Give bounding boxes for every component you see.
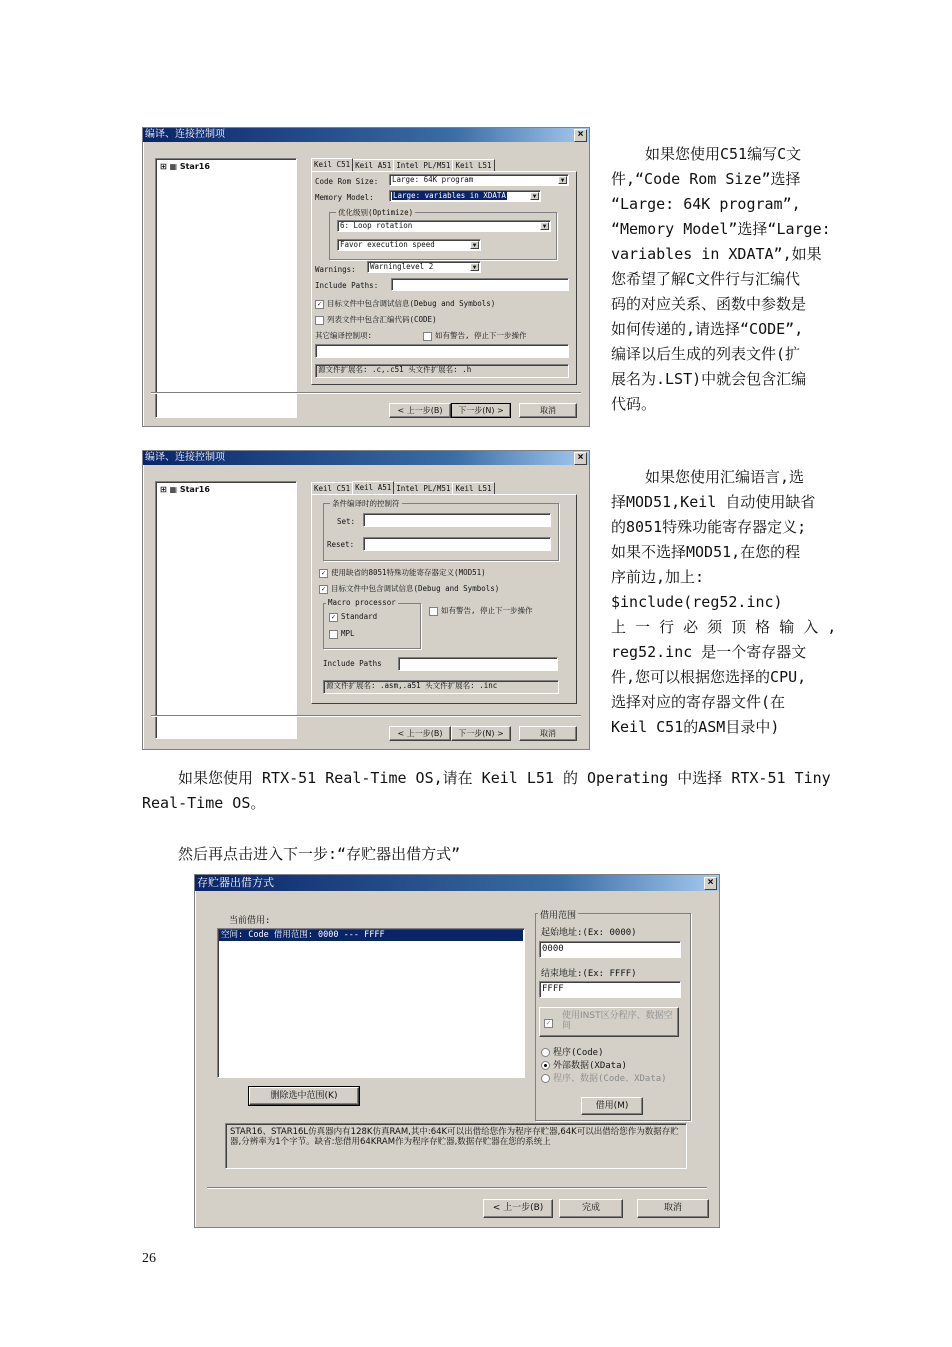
next-button[interactable]: 下一步(N) > bbox=[451, 726, 511, 741]
tab-keil-a51[interactable]: Keil A51 bbox=[352, 159, 394, 172]
text-line: 如果您使用汇编语言,选 bbox=[645, 468, 805, 486]
info-box: STAR16、STAR16L仿真器内有128K仿真RAM,其中:64K可以出借给您作为程序存贮器,64K可以出借给您作为数据存贮器,分辨率为1个字节。缺省:您借用64KRAM作为程序存贮器,数据存贮器在您的系统上 bbox=[225, 1123, 687, 1169]
tab-intel-plm51[interactable]: Intel PL/M51 bbox=[393, 482, 453, 495]
cancel-button[interactable]: 取消 bbox=[637, 1199, 709, 1218]
tab-keil-c51[interactable]: Keil C51 bbox=[311, 158, 353, 172]
checkbox-checked-icon: ✓ bbox=[329, 613, 338, 622]
text-line: 上 一 行 必 须 顶 格 输 入 , bbox=[611, 618, 837, 636]
text-line: 如果不选择MOD51,在您的程 bbox=[611, 543, 801, 561]
text-line: 件,您可以根据您选择的CPU, bbox=[611, 668, 807, 686]
checkbox-checked-icon: ✓ bbox=[315, 300, 324, 309]
text-line: 展名为.LST)中就会包含汇编 bbox=[611, 370, 807, 388]
radio-icon bbox=[541, 1074, 550, 1083]
include-paths-label: Include Paths: bbox=[315, 281, 379, 290]
reset-label: Reset: bbox=[327, 540, 355, 549]
optimize-select[interactable]: 6: Loop rotation ▼ bbox=[337, 220, 551, 232]
mod51-checkbox[interactable]: ✓ 使用缺省的8051特殊功能寄存器定义(MOD51) bbox=[319, 567, 486, 578]
warn-stop-checkbox[interactable]: 如有警告, 停止下一步操作 bbox=[429, 605, 533, 616]
divider bbox=[207, 1187, 707, 1189]
checkbox-icon bbox=[429, 607, 438, 616]
text-line: 编译以后生成的列表文件(扩 bbox=[611, 345, 801, 363]
dialog-title: 编译、连接控制项 bbox=[145, 452, 225, 463]
tree-item-star16[interactable]: ⊞ ▦ Star16 bbox=[160, 485, 210, 494]
checkbox-icon bbox=[315, 316, 324, 325]
borrow-button[interactable]: 借用(M) bbox=[581, 1097, 643, 1115]
include-paths-input[interactable] bbox=[391, 278, 569, 291]
debug-checkbox[interactable]: ✓ 目标文件中包含调试信息(Debug and Symbols) bbox=[319, 583, 499, 594]
tree-item-star16[interactable]: ⊞ ▦ Star16 bbox=[160, 162, 210, 171]
text-line: reg52.inc 是一个寄存器文 bbox=[611, 643, 807, 661]
memory-model-label: Memory Model: bbox=[315, 193, 374, 202]
reset-input[interactable] bbox=[363, 537, 551, 551]
text-line: 选择对应的寄存器文件(在 bbox=[611, 693, 786, 711]
text-line: $include(reg52.inc) bbox=[611, 593, 783, 611]
text-block-c51 bbox=[611, 142, 837, 417]
warnings-select[interactable]: Warninglevel 2 ▼ bbox=[367, 261, 481, 273]
set-input[interactable] bbox=[363, 513, 551, 527]
project-tree[interactable] bbox=[155, 158, 297, 418]
radio-selected-icon bbox=[541, 1061, 550, 1070]
tab-keil-a51[interactable]: Keil A51 bbox=[352, 481, 394, 495]
extension-info: 源文件扩展名: .c,.c51 头文件扩展名: .h bbox=[315, 364, 569, 378]
dialog-title: 编译、连接控制项 bbox=[145, 129, 225, 140]
end-address-label: 结束地址:(Ex: FFFF) bbox=[541, 969, 637, 979]
text-line: variables in XDATA”,如果 bbox=[611, 245, 822, 263]
start-address-input[interactable]: 0000 bbox=[539, 941, 681, 958]
close-button[interactable]: × bbox=[704, 877, 717, 890]
close-button[interactable]: × bbox=[574, 129, 587, 142]
mpl-checkbox[interactable]: MPL bbox=[329, 629, 355, 639]
text-line: Keil C51的ASM目录中) bbox=[611, 718, 780, 736]
macro-group bbox=[323, 598, 421, 649]
range-group-label: 借用范围 bbox=[538, 908, 578, 921]
include-paths-input[interactable] bbox=[398, 657, 558, 671]
text-line: 如何传递的,请选择“CODE”, bbox=[611, 320, 804, 338]
set-label: Set: bbox=[337, 517, 356, 526]
conditional-group bbox=[323, 499, 559, 561]
tab-intel-plm51[interactable]: Intel PL/M51 bbox=[393, 159, 453, 172]
text-line: 代码。 bbox=[611, 395, 657, 413]
radio-code[interactable]: 程序(Code) bbox=[541, 1045, 604, 1058]
radio-xdata[interactable]: 外部数据(XData) bbox=[541, 1058, 627, 1071]
text-block-a51 bbox=[611, 465, 837, 740]
chevron-down-icon: ▼ bbox=[470, 263, 479, 271]
include-paths-label: Include Paths bbox=[323, 659, 382, 668]
other-controls-label: 其它编译控制项: bbox=[315, 331, 373, 340]
text-line: 如果您使用C51编写C文 bbox=[645, 145, 802, 163]
dialog-title: 存贮器出借方式 bbox=[197, 877, 274, 889]
code-rom-select[interactable]: Large: 64K program ▼ bbox=[389, 174, 569, 186]
dialog-title-bar bbox=[143, 128, 589, 142]
text-line: 码的对应关系、函数中参数是 bbox=[611, 295, 807, 313]
macro-group-label: Macro processor bbox=[328, 598, 396, 607]
conditional-group-label: 条件编译时的控制符 bbox=[332, 499, 400, 508]
rtx-paragraph bbox=[142, 766, 842, 816]
checkbox-checked-icon: ✓ bbox=[319, 569, 328, 578]
cancel-button[interactable]: 取消 bbox=[519, 403, 577, 418]
current-borrow-label: 当前借用: bbox=[229, 916, 271, 926]
back-button[interactable]: < 上一步(B) bbox=[389, 726, 451, 741]
tab-keil-l51[interactable]: Keil L51 bbox=[452, 159, 494, 172]
next-button[interactable]: 下一步(N) > bbox=[451, 403, 511, 418]
checkbox-checked-icon: ✓ bbox=[545, 1019, 552, 1027]
list-item[interactable]: 空间: Code 借用范围: 0000 --- FFFF bbox=[219, 930, 523, 941]
checkbox-icon bbox=[329, 630, 338, 639]
checkbox-icon bbox=[423, 332, 432, 341]
chevron-down-icon: ▼ bbox=[558, 176, 567, 184]
text-line: 如果您使用 RTX-51 Real-Time OS,请在 Keil L51 的 Operating 中选择 RTX-51 Tiny bbox=[178, 769, 831, 787]
finish-button[interactable]: 完成 bbox=[559, 1199, 623, 1218]
warn-stop-checkbox[interactable]: 如有警告, 停止下一步操作 bbox=[423, 330, 527, 341]
next-step-paragraph bbox=[178, 842, 838, 867]
end-address-input[interactable]: FFFF bbox=[539, 981, 681, 998]
borrow-list[interactable] bbox=[217, 928, 525, 1078]
radio-code-xdata[interactable]: 程序、数据(Code、XData) bbox=[541, 1071, 667, 1084]
extension-info: 源文件扩展名: .asm,.a51 头文件扩展名: .inc bbox=[323, 680, 559, 694]
divider bbox=[151, 392, 581, 394]
chevron-down-icon: ▼ bbox=[530, 192, 539, 200]
dialog-memory-borrow bbox=[194, 874, 720, 1228]
radio-icon bbox=[541, 1048, 550, 1057]
tab-keil-l51[interactable]: Keil L51 bbox=[452, 482, 494, 495]
code-rom-label: Code Rom Size: bbox=[315, 177, 379, 186]
other-controls-input[interactable] bbox=[315, 344, 569, 358]
text-line: 择MOD51,Keil 自动使用缺省 bbox=[611, 493, 816, 511]
text-line: 您希望了解C文件行与汇编代 bbox=[611, 270, 801, 288]
back-button[interactable]: < 上一步(B) bbox=[483, 1199, 553, 1218]
page-number: 26 bbox=[142, 1251, 156, 1266]
delete-range-button[interactable]: 删除选中范围(K) bbox=[249, 1087, 359, 1105]
text-line: 然后再点击进入下一步:“存贮器出借方式” bbox=[178, 845, 461, 863]
dialog-compile-c51 bbox=[142, 127, 590, 427]
listing-code-checkbox[interactable]: 列表文件中包含汇编代码(CODE) bbox=[315, 314, 437, 325]
text-line: 序前边,加上: bbox=[611, 568, 705, 586]
text-line: “Large: 64K program”, bbox=[611, 195, 801, 213]
cancel-button[interactable]: 取消 bbox=[519, 726, 577, 741]
project-tree[interactable] bbox=[155, 481, 297, 739]
back-button[interactable]: < 上一步(B) bbox=[389, 403, 451, 418]
text-line: 件,“Code Rom Size”选择 bbox=[611, 170, 801, 188]
start-address-label: 起始地址:(Ex: 0000) bbox=[541, 928, 637, 938]
chevron-down-icon: ▼ bbox=[470, 241, 479, 249]
checkbox-checked-icon: ✓ bbox=[319, 585, 328, 594]
close-button[interactable]: × bbox=[574, 452, 587, 465]
dialog-title-bar bbox=[195, 875, 719, 891]
divider bbox=[151, 715, 581, 717]
text-line: 的8051特殊功能寄存器定义; bbox=[611, 518, 807, 536]
optimize-group-label: 优化级别(Optimize) bbox=[338, 208, 414, 217]
text-line: Real-Time OS。 bbox=[142, 794, 266, 812]
warnings-label: Warnings: bbox=[315, 265, 356, 274]
memory-model-select[interactable]: Large: variables in XDATA ▼ bbox=[389, 190, 541, 202]
favor-select[interactable]: Favor execution speed ▼ bbox=[337, 239, 481, 251]
tab-keil-c51[interactable]: Keil C51 bbox=[311, 482, 353, 495]
dialog-title-bar bbox=[143, 451, 589, 465]
text-line: “Memory Model”选择“Large: bbox=[611, 220, 831, 238]
debug-checkbox[interactable]: ✓ 目标文件中包含调试信息(Debug and Symbols) bbox=[315, 298, 495, 309]
chevron-down-icon: ▼ bbox=[540, 222, 549, 230]
standard-checkbox[interactable]: ✓ Standard bbox=[329, 612, 377, 622]
dialog-compile-a51 bbox=[142, 450, 590, 750]
inst-checkbox[interactable]: ✓ 使用INST区分程序、数据空间 bbox=[539, 1007, 679, 1037]
